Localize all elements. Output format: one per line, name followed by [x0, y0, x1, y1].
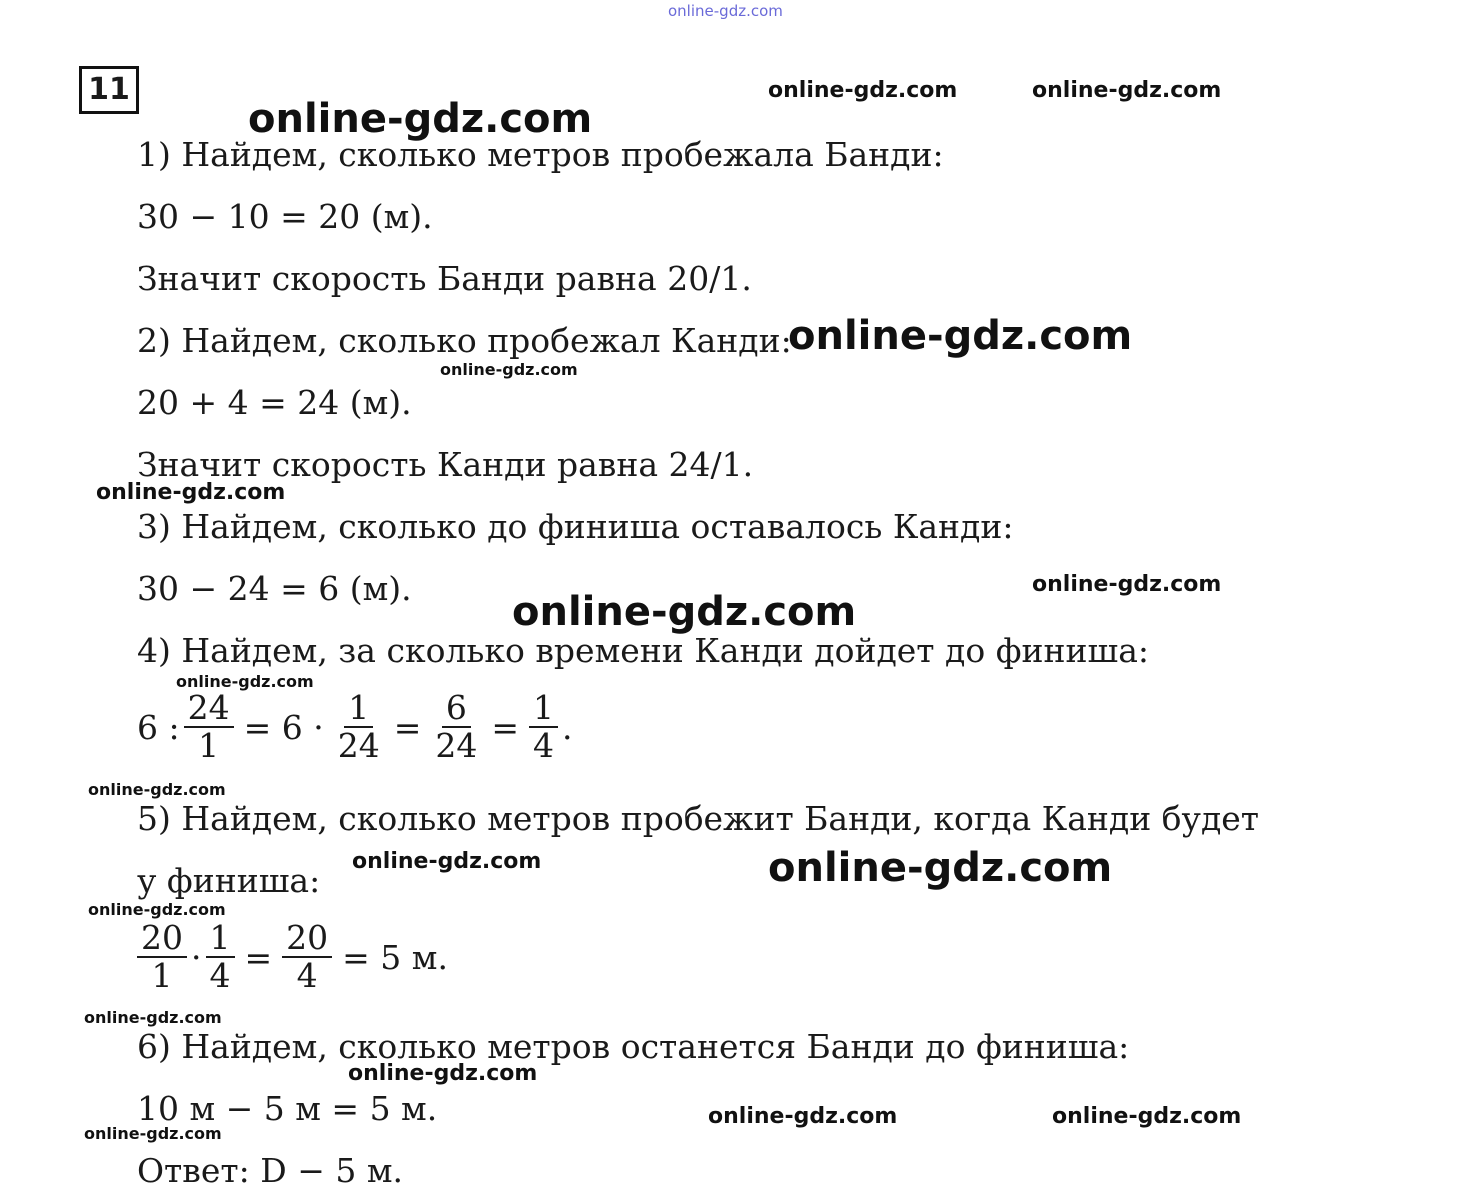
watermark: online-gdz.com — [348, 1061, 538, 1086]
top-watermark: online-gdz.com — [668, 2, 783, 20]
watermark: online-gdz.com — [1052, 1104, 1242, 1129]
fraction: $\frac{1}{4}$ — [206, 920, 235, 994]
watermark: online-gdz.com — [1032, 78, 1222, 103]
step-6-text: 6) Найдем, сколько метров останется Банди до финиша: — [137, 1027, 1130, 1066]
step-5-text: 5) Найдем, сколько метров пробежит Банди, когда Канди будет — [137, 799, 1260, 838]
watermark: online-gdz.com — [84, 1124, 222, 1143]
watermark: online-gdz.com — [248, 96, 593, 142]
watermark: online-gdz.com — [352, 849, 542, 874]
watermark: online-gdz.com — [708, 1104, 898, 1129]
watermark: online-gdz.com — [1032, 572, 1222, 597]
step-5-formula: $\frac{20}{1}$ · $\frac{1}{4}$ = $\frac{20}{4}$ = 5 м. — [137, 920, 454, 994]
step-2-equation: 20 + 4 = 24 (м). — [137, 383, 412, 422]
step-1-text: 1) Найдем, сколько метров пробежала Банди: — [137, 135, 944, 174]
watermark: online-gdz.com — [768, 845, 1113, 891]
formula-lead: 6 : — [137, 707, 180, 747]
step-3-equation: 30 − 24 = 6 (м). — [137, 569, 412, 608]
watermark: online-gdz.com — [768, 78, 958, 103]
fraction: $\frac{20}{1}$ — [137, 920, 187, 994]
step-3-text: 3) Найдем, сколько до финиша оставалось Канди: — [137, 507, 1014, 546]
fraction: $\frac{24}{1}$ — [184, 690, 234, 764]
step-2-text: 2) Найдем, сколько пробежал Канди: — [137, 321, 792, 360]
step-5-text-cont: у финиша: — [137, 861, 321, 900]
fraction: $\frac{20}{4}$ — [282, 920, 332, 994]
watermark: online-gdz.com — [88, 900, 226, 919]
watermark: online-gdz.com — [84, 1008, 222, 1027]
step-4-formula: 6 : $\frac{24}{1}$ = 6 · $\frac{1}{24}$ = $\frac{6}{24}$ = $\frac{1}{4}$ . — [137, 688, 573, 765]
watermark: online-gdz.com — [788, 313, 1133, 359]
watermark: online-gdz.com — [96, 480, 286, 505]
fraction: $\frac{1}{24}$ — [337, 688, 380, 765]
speed-bandi: Значит скорость Банди равна 20/1. — [137, 259, 752, 298]
watermark: online-gdz.com — [440, 360, 578, 379]
fraction: $\frac{6}{24}$ — [435, 688, 478, 765]
watermark: online-gdz.com — [176, 672, 314, 691]
step-4-text: 4) Найдем, за сколько времени Канди дойдет до финиша: — [137, 631, 1150, 670]
step-6-equation: 10 м − 5 м = 5 м. — [137, 1089, 438, 1128]
task-number: 11 — [79, 66, 139, 114]
watermark: online-gdz.com — [512, 589, 857, 635]
step-1-equation: 30 − 10 = 20 (м). — [137, 197, 433, 236]
watermark: online-gdz.com — [88, 780, 226, 799]
fraction: $\frac{1}{4}$ — [529, 690, 558, 764]
answer: Ответ: D − 5 м. — [137, 1151, 404, 1190]
speed-kandi: Значит скорость Канди равна 24/1. — [137, 445, 754, 484]
